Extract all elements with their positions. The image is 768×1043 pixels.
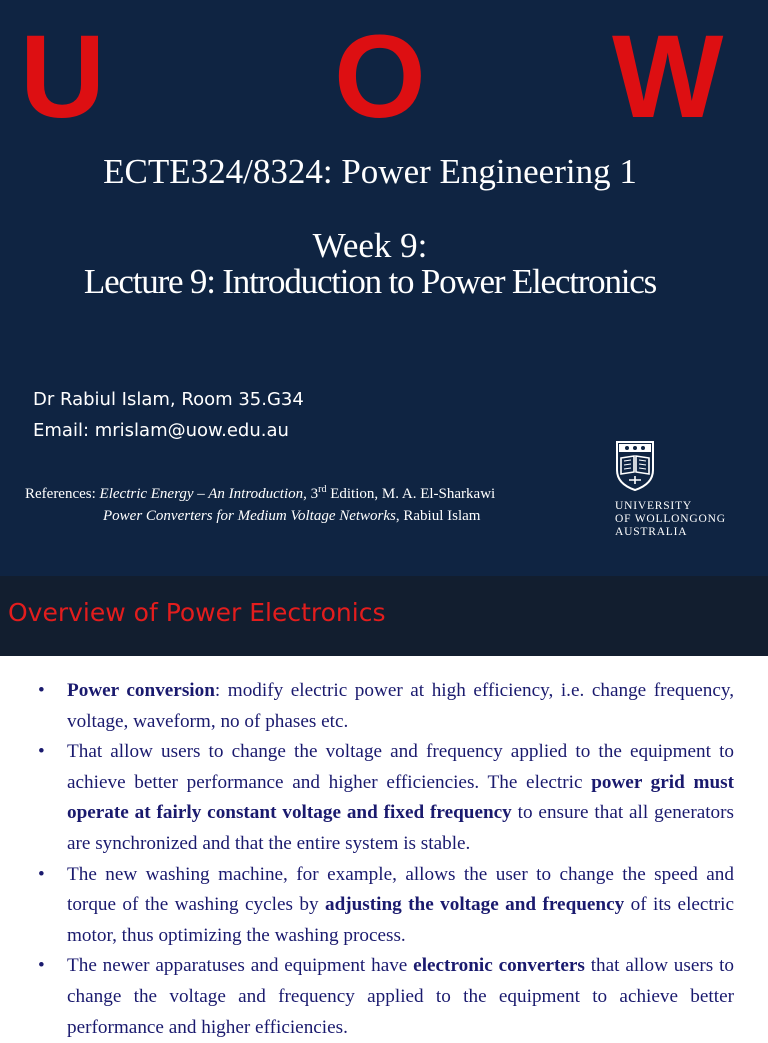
bullet-text: The new washing machine, for example, allows the user to change the speed and torque of the washing cycles by	[67, 863, 734, 916]
bullet-emphasis: Power conversion	[67, 680, 215, 701]
bullet-item	[0, 737, 734, 859]
reference-2-title: Power Converters for Medium Voltage Networks	[103, 508, 396, 524]
bullet-text: that allow users to change the voltage and frequency applied to the equipment to achieve better performance and higher efficiencies.	[67, 955, 734, 1038]
bullet-text: : modify electric power at high efficiency, i.e. change frequency, voltage, waveform, no of phases etc.	[67, 680, 734, 732]
overview-slide-body	[0, 656, 768, 1038]
bullet-item	[0, 860, 734, 952]
university-name	[615, 500, 726, 539]
bullet-text: The newer apparatuses and equipment have	[67, 955, 414, 977]
course-title: ECTE324/8324: Power Engineering 1	[103, 152, 637, 191]
lecturer-email: Email: mrislam@uow.edu.au	[33, 420, 289, 441]
overview-slide-header	[0, 576, 768, 656]
bullet-emphasis: electronic converters	[413, 955, 585, 977]
bullet-item	[0, 951, 734, 1043]
university-name-line-2: OF WOLLONGONG	[615, 513, 726, 525]
bullet-text: That allow users to change the voltage and frequency applied to the equipment to achieve better performance and higher efficiencies. The electric	[67, 741, 734, 793]
logo-letter-w: W	[612, 11, 724, 143]
bullet-dot: •	[38, 863, 45, 885]
lecture-heading: Lecture 9: Introduction to Power Electronics	[83, 262, 657, 301]
logo-letter-u: U	[20, 11, 106, 143]
overview-slide-title: Overview of Power Electronics	[8, 598, 386, 627]
bullet-emphasis: adjusting the voltage and frequency	[324, 894, 625, 916]
reference-2-rest: , Rabiul Islam	[395, 508, 481, 524]
reference-1-title: Electric Energy – An Introduction	[99, 486, 304, 502]
reference-1	[25, 484, 495, 503]
university-name-line-3: AUSTRALIA	[615, 526, 688, 538]
reference-2	[103, 508, 480, 525]
bullet-dot: •	[38, 741, 45, 763]
lecturer-info: Dr Rabiul Islam, Room 35.G34	[33, 389, 304, 410]
university-crest-icon	[613, 436, 657, 492]
university-name-line-1: UNIVERSITY	[615, 500, 692, 512]
bullet-text: to ensure that all generators are synchronized and that the entire system is stable.	[67, 802, 735, 854]
week-heading: Week 9:	[312, 226, 428, 265]
bullet-emphasis: power grid must operate at fairly constant voltage and fixed frequency	[67, 771, 734, 824]
bullet-item	[0, 676, 734, 737]
references-prefix: References:	[25, 486, 100, 502]
logo-letter-o: O	[334, 11, 426, 143]
bullet-list	[0, 676, 768, 1043]
reference-1-sep: , 3	[303, 486, 319, 502]
bullet-dot: •	[38, 680, 45, 701]
bullet-dot: •	[38, 955, 45, 977]
bullet-text: of its electric motor, thus optimizing the washing process.	[67, 894, 734, 946]
reference-1-sup: rd	[318, 484, 327, 495]
reference-1-rest: Edition, M. A. El-Sharkawi	[326, 486, 496, 502]
